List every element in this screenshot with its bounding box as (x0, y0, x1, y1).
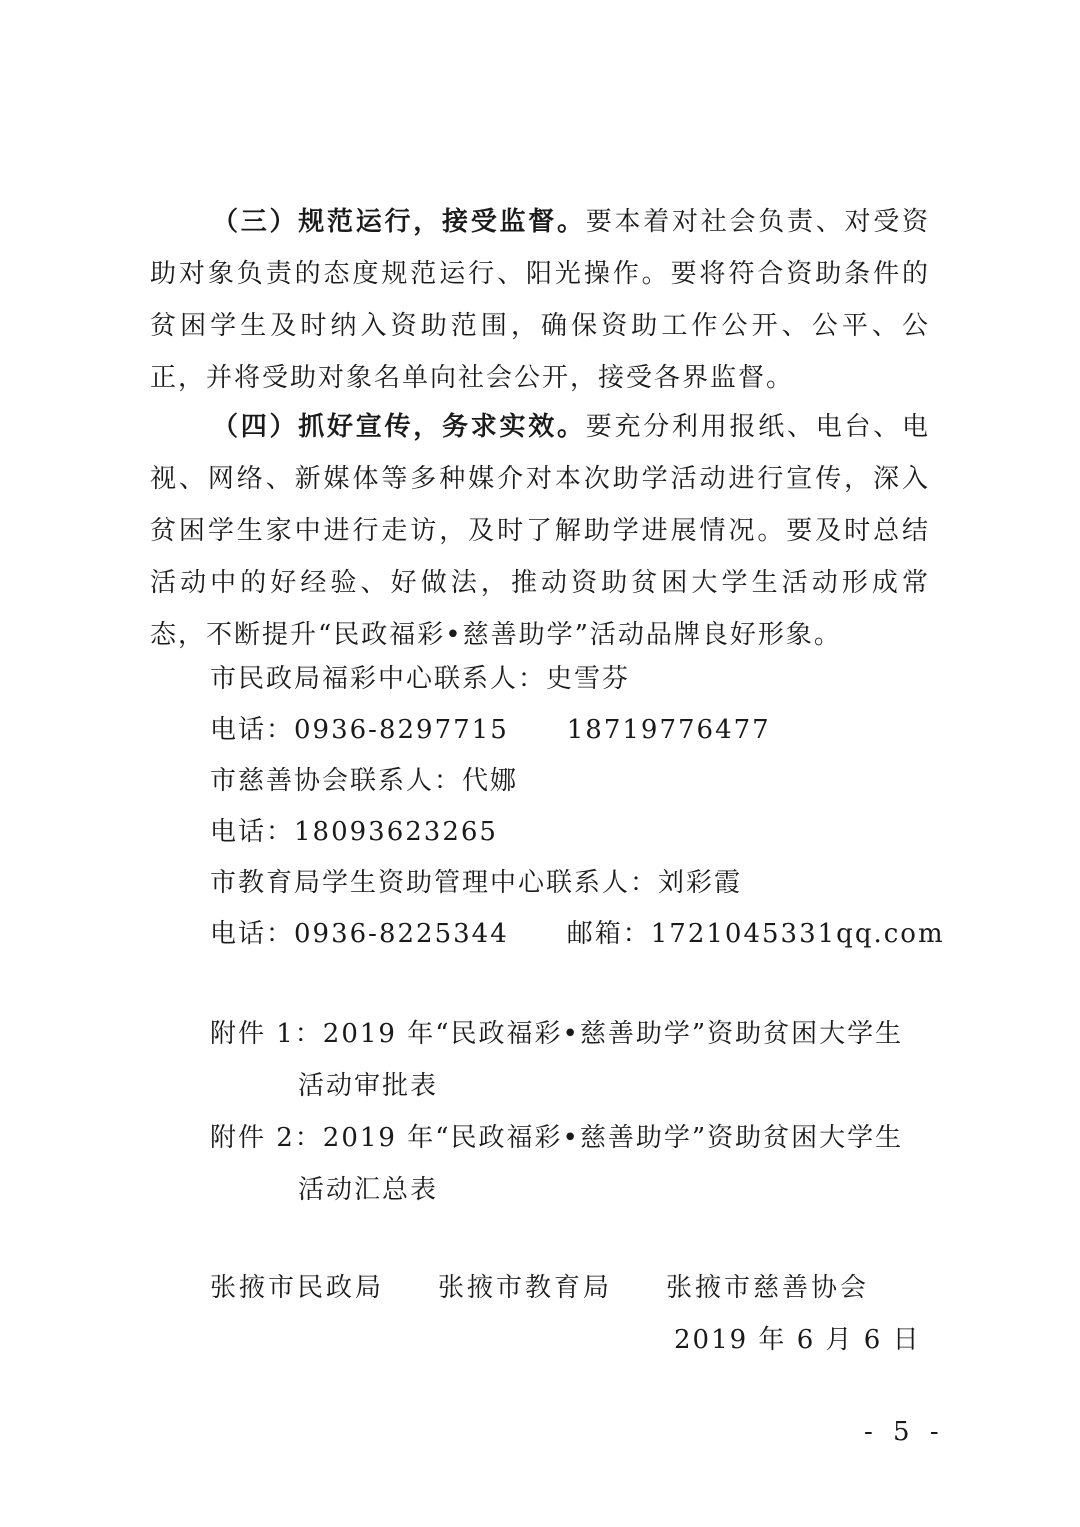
contact-1-phone-label: 电话： (210, 715, 295, 745)
contact-3-name: 市教育局学生资助管理中心联系人：刘彩霞 (210, 868, 743, 898)
attachment-1-title-continued: 活动审批表 (298, 1071, 439, 1101)
signing-organizations (210, 1262, 869, 1314)
signer-charity-association: 张掖市慈善协会 (666, 1273, 870, 1303)
contact-2-phone-label: 电话： (210, 817, 295, 847)
attachment-1-title: 附件 1：2019 年“民政福彩•慈善助学”资助贫困大学生 (210, 1019, 904, 1049)
attachment-2-title: 附件 2：2019 年“民政福彩•慈善助学”资助贫困大学生 (210, 1123, 904, 1153)
signer-education-bureau: 张掖市教育局 (438, 1273, 613, 1303)
contact-2-phone-1: 18093623265 (294, 817, 498, 847)
document-date: 2019 年 6 月 6 日 (674, 1325, 921, 1355)
page-number: - 5 - (864, 1417, 945, 1447)
contact-1-phone-line (210, 704, 771, 756)
section-three-body: 要本着对社会负责、对受资助对象负责的态度规范运行、阳光操作。要将符合资助条件的贫困学生及时纳入资助范围，确保资助工作公开、公平、公正，并将受助对象名单向社会公开，接受各界监督。 (150, 207, 930, 393)
section-four-body: 要充分利用报纸、电台、电视、网络、新媒体等多种媒介对本次助学活动进行宣传，深入贫困学生家中进行走访，及时了解助学进展情况。要及时总结活动中的好经验、好做法，推动资助贫困大学生活动形成常态，不断提升“民政福彩•慈善助学”活动品牌良好形象。 (150, 412, 930, 650)
contact-3-email: 邮箱：1721045331qq.com (566, 919, 945, 949)
contact-2-phone-line (210, 806, 498, 858)
contact-1-phone-1: 0936-8297715 (294, 715, 509, 745)
attachment-2 (210, 1112, 940, 1216)
attachment-2-title-continued: 活动汇总表 (298, 1175, 439, 1205)
section-three-heading: （三）规范运行，接受监督。 (212, 207, 586, 237)
section-four-heading: （四）抓好宣传，务求实效。 (212, 412, 586, 442)
contact-1-name: 市民政局福彩中心联系人：史雪芬 (210, 664, 631, 694)
contact-3-phone-1: 0936-8225344 (294, 919, 509, 949)
signer-civil-affairs-bureau: 张掖市民政局 (210, 1273, 385, 1303)
section-four-paragraph (150, 401, 930, 661)
attachment-1 (210, 1008, 940, 1112)
contact-3-phone-line (210, 908, 945, 960)
section-three-paragraph (150, 196, 930, 404)
contact-3-phone-label: 电话： (210, 919, 295, 949)
contact-1-phone-2: 18719776477 (566, 715, 771, 745)
contact-2-name: 市慈善协会联系人：代娜 (210, 766, 519, 796)
